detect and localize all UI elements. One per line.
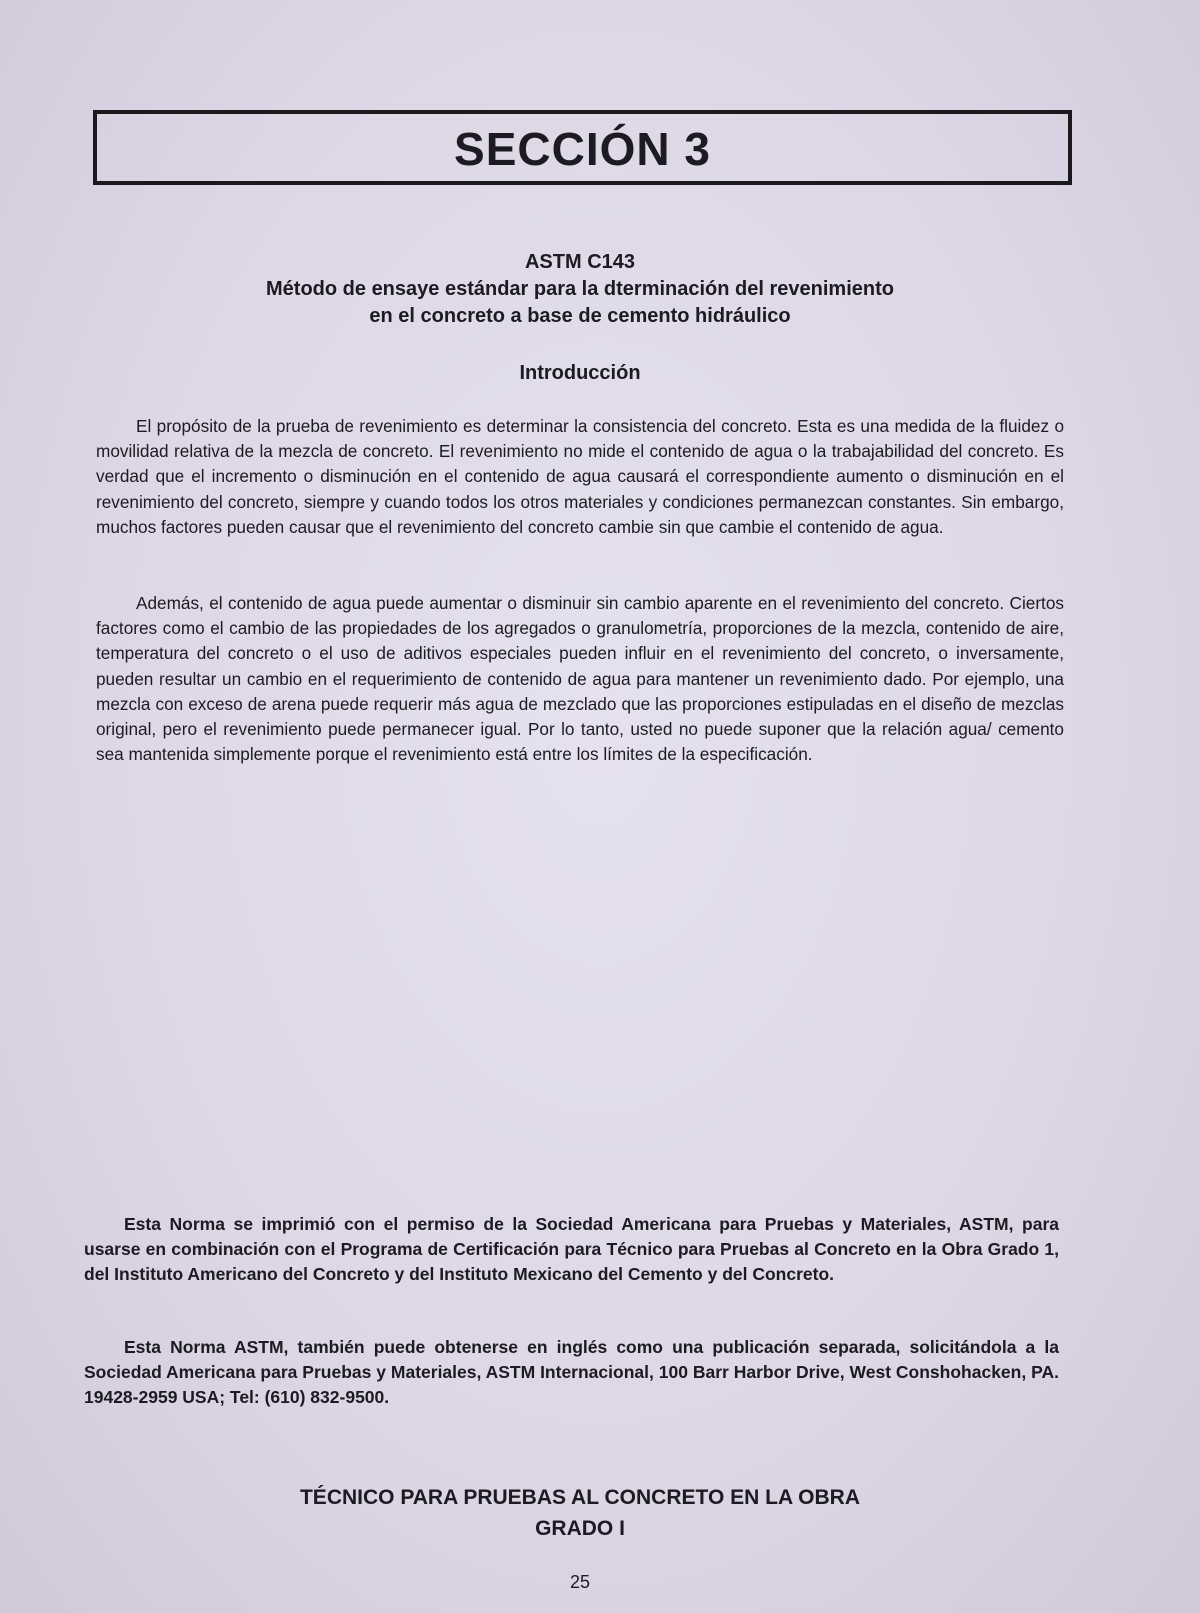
permission-note: Esta Norma se imprimió con el permiso de la Sociedad Americana para Pruebas y Materiales, ASTM, para usarse en combinación con el Programa de Certificación para Técnico para Pruebas al Concreto en la Obra Grado 1, del Instituto Americano del Concreto y del Instituto Mexicano del Cemento y del Concreto. bbox=[84, 1214, 1059, 1284]
section-header-box bbox=[93, 110, 1072, 185]
standard-title-line-1: Método de ensaye estándar para la dterminación del revenimiento bbox=[266, 278, 894, 300]
standard-code: ASTM C143 bbox=[524, 251, 636, 273]
standard-title bbox=[0, 276, 1160, 330]
availability-note: Esta Norma ASTM, también puede obtenerse en inglés como una publicación separada, solicitándola a la Sociedad Americana para Pruebas y Materiales, ASTM Internacional, 100 Barr Harbor Drive, West Conshohacken, PA. 19428-2959 USA; Tel: (610) 832-9500. bbox=[84, 1337, 1059, 1407]
footer-title-line-2: GRADO I bbox=[535, 1517, 625, 1540]
footer-title bbox=[0, 1482, 1160, 1544]
page-number: 25 bbox=[569, 1572, 591, 1592]
introduction-paragraph: El propósito de la prueba de revenimiento es determinar la consistencia del concreto. Esta es una medida de la fluidez o movilidad relativa de la mezcla de concreto. El revenimiento no mide el contenido de agua o la trabajabilidad del concreto. Es verdad que el incremento o disminución en el contenido de agua causará el correspondiente aumento o disminución en el revenimiento del concreto, siempre y cuando todos los otros materiales y condiciones permanezcan constantes. Sin embargo, muchos factores pueden causar que el revenimiento del concreto cambie sin que cambie el contenido de agua. bbox=[96, 416, 1064, 537]
introduction-paragraph: Además, el contenido de agua puede aumentar o disminuir sin cambio aparente en el revenimiento del concreto. Ciertos factores como el cambio de las propiedades de los agregados o granulometría, proporciones de la mezcla, contenido de aire, temperatura del concreto o el uso de aditivos especiales pueden influir en el revenimiento del concreto, o inversamente, pueden resultar un cambio en el requerimiento de contenido de agua para mantener un revenimiento dado. Por ejemplo, una mezcla con exceso de arena puede requerir más agua de mezclado que las proporciones estipuladas en el diseño de mezclas original, pero el revenimiento puede permanecer igual. Por lo tanto, usted no puede suponer que la relación agua/ cemento sea mantenida simplemente porque el revenimiento está entre los límites de la especificación. bbox=[96, 593, 1064, 765]
standard-title-line-2: en el concreto a base de cemento hidráulico bbox=[369, 305, 791, 327]
section-title: SECCIÓN 3 bbox=[454, 122, 711, 175]
footer-title-line-1: TÉCNICO PARA PRUEBAS AL CONCRETO EN LA OBRA bbox=[299, 1486, 861, 1509]
introduction-heading: Introducción bbox=[519, 362, 641, 384]
